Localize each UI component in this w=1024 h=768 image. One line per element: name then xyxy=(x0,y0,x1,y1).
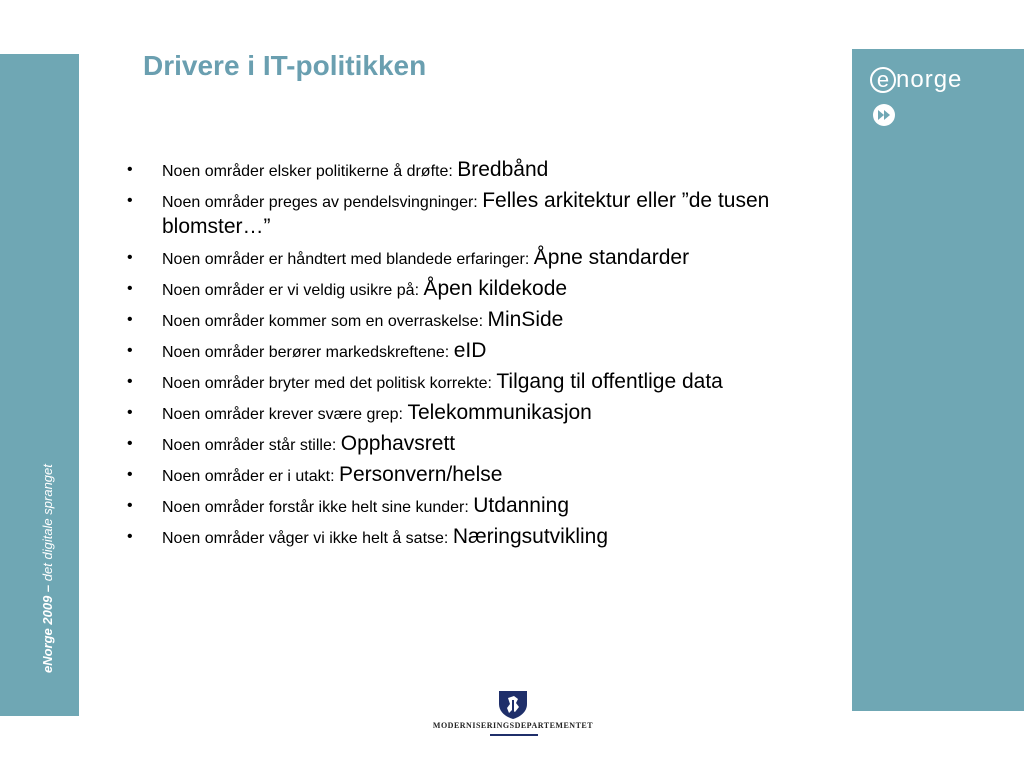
bullet-dot-icon: • xyxy=(127,192,133,209)
bullet-dot-icon: • xyxy=(127,249,133,266)
right-sidebar-band xyxy=(852,49,1024,711)
sidebar-caption-strong: eNorge 2009 – xyxy=(40,584,55,673)
bullet-dot-icon: • xyxy=(127,466,133,483)
bullet-topic: Åpen kildekode xyxy=(423,277,568,300)
bullet-topic: Tilgang til offentlige data xyxy=(496,370,723,393)
bullet-dot-icon: • xyxy=(127,342,133,359)
enorge-logo xyxy=(870,63,962,97)
bullet-topic: eID xyxy=(453,339,487,362)
list-item xyxy=(125,525,835,551)
list-item xyxy=(125,158,835,184)
bullet-list xyxy=(125,158,835,556)
sidebar-caption-rest: det digitale spranget xyxy=(40,464,55,585)
bullet-topic: Telekommunikasjon xyxy=(407,401,592,424)
list-item xyxy=(125,370,835,396)
department-name: MODERNISERINGSDEPARTEMENTET xyxy=(432,721,594,730)
bullet-lead: Noen områder er vi veldig usikre på: xyxy=(162,282,420,299)
bullet-topic: Utdanning xyxy=(473,494,570,517)
bullet-lead: Noen områder berører markedskreftene: xyxy=(162,344,450,361)
bullet-topic: Felles arkitektur eller ”de tusen blomster…” xyxy=(162,189,770,238)
list-item xyxy=(125,401,835,427)
bullet-lead: Noen områder kommer som en overraskelse: xyxy=(162,313,484,330)
list-item xyxy=(125,432,835,458)
bullet-dot-icon: • xyxy=(127,528,133,545)
bullet-topic: Åpne standarder xyxy=(533,246,690,269)
bullet-dot-icon: • xyxy=(127,373,133,390)
coat-of-arms-icon xyxy=(497,690,529,720)
department-logo xyxy=(432,690,594,742)
list-item xyxy=(125,277,835,303)
sidebar-caption xyxy=(40,464,55,673)
bullet-lead: Noen områder er håndtert med blandede erfaringer: xyxy=(162,251,530,268)
bullet-lead: Noen områder preges av pendelsvingninger: xyxy=(162,194,478,211)
bullet-lead: Noen områder står stille: xyxy=(162,437,337,454)
bullet-dot-icon: • xyxy=(127,311,133,328)
bullet-dot-icon: • xyxy=(127,435,133,452)
bullet-topic: Næringsutvikling xyxy=(452,525,609,548)
left-sidebar-band xyxy=(0,54,79,716)
bullet-lead: Noen områder forstår ikke helt sine kunder: xyxy=(162,499,469,516)
list-item xyxy=(125,494,835,520)
logo-word: norge xyxy=(896,66,963,93)
slide-title: Drivere i IT-politikken xyxy=(143,50,427,81)
list-item xyxy=(125,189,835,241)
bullet-topic: Personvern/helse xyxy=(338,463,503,486)
bullet-lead: Noen områder krever svære grep: xyxy=(162,406,403,423)
bullet-lead: Noen områder elsker politikerne å drøfte: xyxy=(162,163,453,180)
list-item xyxy=(125,308,835,334)
bullet-topic: MinSide xyxy=(487,308,564,331)
bullet-topic: Bredbånd xyxy=(457,158,549,181)
bullet-lead: Noen områder er i utakt: xyxy=(162,468,335,485)
bullet-topic: Opphavsrett xyxy=(340,432,456,455)
fast-forward-icon[interactable] xyxy=(872,103,896,127)
bullet-dot-icon: • xyxy=(127,161,133,178)
list-item xyxy=(125,339,835,365)
bullet-dot-icon: • xyxy=(127,404,133,421)
list-item xyxy=(125,246,835,272)
logo-e-circle: e xyxy=(870,67,896,93)
list-item xyxy=(125,463,835,489)
bullet-dot-icon: • xyxy=(127,280,133,297)
bullet-lead: Noen områder våger vi ikke helt å satse: xyxy=(162,530,449,547)
bullet-dot-icon: • xyxy=(127,497,133,514)
bullet-lead: Noen områder bryter med det politisk korrekte: xyxy=(162,375,492,392)
department-rule xyxy=(490,734,538,736)
